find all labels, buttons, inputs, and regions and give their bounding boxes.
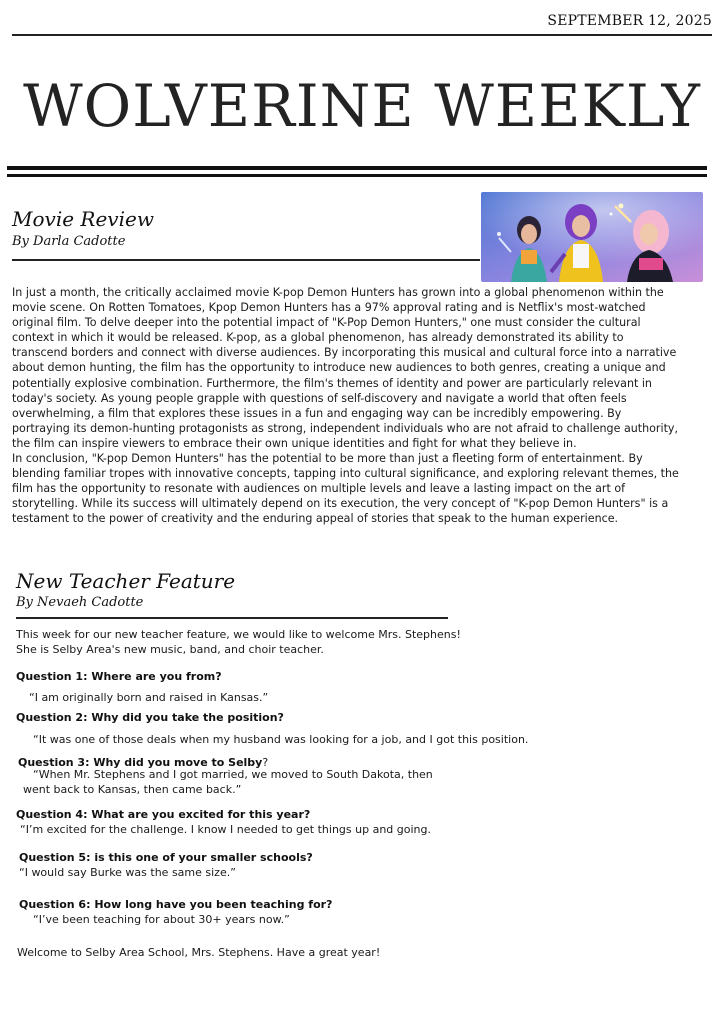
answer-4: “I’m excited for the challenge. I know I needed to get things up and going. <box>20 823 431 836</box>
movie-review-body <box>12 285 680 527</box>
question-4: Question 4: What are you excited for this year? <box>16 808 311 821</box>
movie-review-title: Movie Review <box>12 207 154 231</box>
masthead-divider-upper <box>7 166 707 170</box>
top-divider <box>12 34 712 36</box>
teacher-feature-intro: This week for our new teacher feature, we would like to welcome Mrs. Stephens! She is Selby Area's new music, band, and choir teacher. <box>16 628 461 656</box>
teacher-feature-title: New Teacher Feature <box>16 569 236 593</box>
answer-3-line-2: went back to Kansas, then came back.” <box>23 783 242 796</box>
teacher-feature-byline: By Nevaeh Cadotte <box>16 595 144 610</box>
closing-line: Welcome to Selby Area School, Mrs. Stephens. Have a great year! <box>17 946 381 959</box>
issue-date: SEPTEMBER 12, 2025 <box>547 13 712 29</box>
answer-6: “I’ve been teaching for about 30+ years now.” <box>33 913 290 926</box>
movie-review-paragraph-2: In conclusion, "K-pop Demon Hunters" has the potential to be more than just a fleeting form of entertainment. By blending familiar tropes with innovative concepts, tapping into cultural significance, and exploring relevant themes, the film has the opportunity to resonate with audiences on multiple levels and leave a lasting impact on the art of storytelling. While its success will ultimately depend on its execution, the very concept of "K-pop Demon Hunters" is a testament to the power of creativity and the enduring appeal of stories that speak to the human experience. <box>12 452 679 526</box>
movie-poster-image <box>481 192 703 282</box>
masthead-divider-lower <box>7 174 707 177</box>
masthead-title: WOLVERINE WEEKLY <box>23 72 701 140</box>
question-3-text: Question 3: Why did you move to Selby <box>18 756 263 769</box>
question-6: Question 6: How long have you been teaching for? <box>19 898 333 911</box>
teacher-feature-divider <box>16 617 448 619</box>
question-1: Question 1: Where are you from? <box>16 670 222 683</box>
movie-poster-illustration <box>481 192 703 282</box>
question-3-mark: ? <box>262 756 269 769</box>
answer-1: “I am originally born and raised in Kansas.” <box>29 691 269 704</box>
answer-3-line-1: “When Mr. Stephens and I got married, we moved to South Dakota, then <box>33 768 433 781</box>
answer-5: “I would say Burke was the same size.” <box>19 866 236 879</box>
answer-2: “It was one of those deals when my husband was looking for a job, and I got this position. <box>33 733 529 746</box>
movie-review-byline: By Darla Cadotte <box>12 234 126 249</box>
question-2: Question 2: Why did you take the position? <box>16 711 284 724</box>
question-5: Question 5: is this one of your smaller schools? <box>19 851 313 864</box>
movie-review-paragraph-1: In just a month, the critically acclaimed movie K-pop Demon Hunters has grown into a global phenomenon within the movie scene. On Rotten Tomatoes, Kpop Demon Hunters has a 97% approval rating and is Netflix's most-watched original film. To delve deeper into the potential impact of "K-Pop Demon Hunters," one must consider the cultural context in which it would be released. K-pop, as a global phenomenon, has already demonstrated its ability to transcend borders and connect with diverse audiences. By incorporating this musical and cultural force into a narrative about demon hunting, the film has the opportunity to introduce new audiences to both genres, creating a unique and potentially explosive combination. Furthermore, the film's themes of identity and power are particularly relevant in today's society. As young people grapple with questions of self-discovery and navigate a world that often feels overwhelming, a film that explores these issues in a fun and engaging way can be incredibly empowering. By portraying its demon-hunting protagonists as strong, independent individuals who are not afraid to challenge authority, the film can inspire viewers to embrace their own unique identities and fight for what they believe in. <box>12 286 679 450</box>
movie-review-divider <box>12 259 480 261</box>
